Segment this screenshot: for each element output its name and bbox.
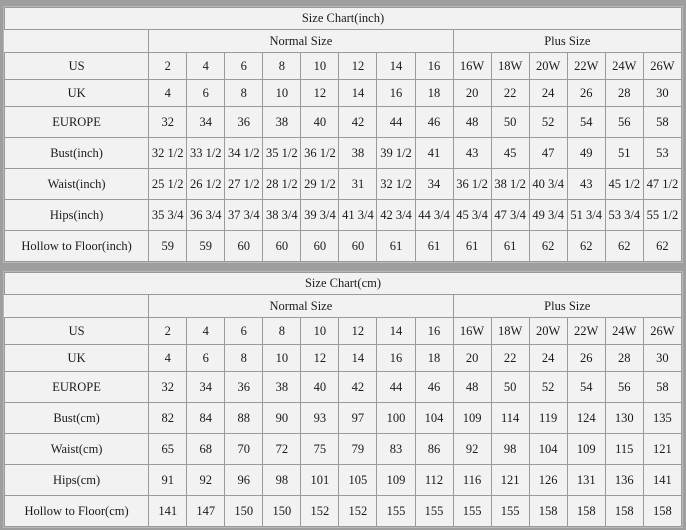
cell: 41 bbox=[415, 138, 453, 169]
cell: 124 bbox=[567, 403, 605, 434]
cell: 91 bbox=[149, 465, 187, 496]
cell: 12 bbox=[301, 345, 339, 372]
cell: 27 1/2 bbox=[225, 169, 263, 200]
table-row bbox=[5, 318, 682, 345]
cell: 26 bbox=[567, 80, 605, 107]
cell: 18 bbox=[415, 345, 453, 372]
table-row bbox=[5, 53, 682, 80]
cell: 26 bbox=[567, 345, 605, 372]
cell: 116 bbox=[453, 465, 491, 496]
cell: 155 bbox=[491, 496, 529, 527]
cell: 12 bbox=[339, 53, 377, 80]
cell: 60 bbox=[301, 231, 339, 262]
size-chart-inch bbox=[3, 6, 683, 263]
row-label: Waist(cm) bbox=[5, 434, 149, 465]
cell: 68 bbox=[187, 434, 225, 465]
size-chart-cm bbox=[3, 271, 683, 528]
cell: 25 1/2 bbox=[149, 169, 187, 200]
cell: 43 bbox=[453, 138, 491, 169]
cell: 121 bbox=[491, 465, 529, 496]
cell: 33 1/2 bbox=[187, 138, 225, 169]
cell: 39 3/4 bbox=[301, 200, 339, 231]
cell: 105 bbox=[339, 465, 377, 496]
cell: 38 bbox=[339, 138, 377, 169]
chart-title: Size Chart(inch) bbox=[5, 8, 682, 30]
cell: 36 1/2 bbox=[453, 169, 491, 200]
cell: 10 bbox=[263, 80, 301, 107]
row-label: Hips(cm) bbox=[5, 465, 149, 496]
cell: 62 bbox=[529, 231, 567, 262]
cell: 6 bbox=[225, 53, 263, 80]
cell: 32 1/2 bbox=[377, 169, 415, 200]
cell: 26 1/2 bbox=[187, 169, 225, 200]
cell: 12 bbox=[339, 318, 377, 345]
size-table-inch bbox=[4, 7, 682, 262]
table-row bbox=[5, 496, 682, 527]
row-label: Bust(inch) bbox=[5, 138, 149, 169]
cell: 47 3/4 bbox=[491, 200, 529, 231]
table-row bbox=[5, 434, 682, 465]
cell: 100 bbox=[377, 403, 415, 434]
cell: 158 bbox=[643, 496, 681, 527]
cell: 90 bbox=[263, 403, 301, 434]
cell: 75 bbox=[301, 434, 339, 465]
table-row bbox=[5, 372, 682, 403]
group-header-row bbox=[5, 30, 682, 53]
cell: 35 3/4 bbox=[149, 200, 187, 231]
cell: 98 bbox=[263, 465, 301, 496]
cell: 62 bbox=[567, 231, 605, 262]
cell: 109 bbox=[377, 465, 415, 496]
cell: 18W bbox=[491, 53, 529, 80]
cell: 4 bbox=[187, 318, 225, 345]
cell: 30 bbox=[643, 345, 681, 372]
cell: 42 bbox=[339, 372, 377, 403]
cell: 152 bbox=[301, 496, 339, 527]
row-label: Hips(inch) bbox=[5, 200, 149, 231]
cell: 22W bbox=[567, 318, 605, 345]
cell: 22 bbox=[491, 80, 529, 107]
cell: 84 bbox=[187, 403, 225, 434]
cell: 60 bbox=[225, 231, 263, 262]
cell: 101 bbox=[301, 465, 339, 496]
cell: 46 bbox=[415, 372, 453, 403]
cell: 58 bbox=[643, 107, 681, 138]
cell: 155 bbox=[415, 496, 453, 527]
cell: 147 bbox=[187, 496, 225, 527]
cell: 45 3/4 bbox=[453, 200, 491, 231]
cell: 59 bbox=[149, 231, 187, 262]
cell: 20 bbox=[453, 345, 491, 372]
group-header-plus: Plus Size bbox=[453, 295, 681, 318]
cell: 61 bbox=[491, 231, 529, 262]
cell: 45 bbox=[491, 138, 529, 169]
cell: 16 bbox=[415, 53, 453, 80]
row-label: UK bbox=[5, 80, 149, 107]
cell: 26W bbox=[643, 318, 681, 345]
cell: 136 bbox=[605, 465, 643, 496]
cell: 61 bbox=[377, 231, 415, 262]
cell: 32 bbox=[149, 107, 187, 138]
cell: 40 bbox=[301, 107, 339, 138]
cell: 12 bbox=[301, 80, 339, 107]
cell: 28 1/2 bbox=[263, 169, 301, 200]
corner-cell bbox=[5, 30, 149, 53]
cell: 45 1/2 bbox=[605, 169, 643, 200]
cell: 46 bbox=[415, 107, 453, 138]
cell: 8 bbox=[263, 53, 301, 80]
cell: 32 bbox=[149, 372, 187, 403]
cell: 112 bbox=[415, 465, 453, 496]
cell: 54 bbox=[567, 107, 605, 138]
row-label: Bust(cm) bbox=[5, 403, 149, 434]
size-table-cm bbox=[4, 272, 682, 527]
cell: 28 bbox=[605, 345, 643, 372]
cell: 60 bbox=[339, 231, 377, 262]
cell: 44 3/4 bbox=[415, 200, 453, 231]
cell: 158 bbox=[529, 496, 567, 527]
cell: 83 bbox=[377, 434, 415, 465]
table-row bbox=[5, 345, 682, 372]
cell: 119 bbox=[529, 403, 567, 434]
cell: 62 bbox=[643, 231, 681, 262]
cell: 10 bbox=[263, 345, 301, 372]
cell: 56 bbox=[605, 107, 643, 138]
row-label: UK bbox=[5, 345, 149, 372]
group-header-row bbox=[5, 295, 682, 318]
cell: 10 bbox=[301, 53, 339, 80]
cell: 88 bbox=[225, 403, 263, 434]
cell: 130 bbox=[605, 403, 643, 434]
cell: 52 bbox=[529, 372, 567, 403]
cell: 58 bbox=[643, 372, 681, 403]
cell: 8 bbox=[263, 318, 301, 345]
corner-cell bbox=[5, 295, 149, 318]
cell: 97 bbox=[339, 403, 377, 434]
cell: 96 bbox=[225, 465, 263, 496]
cell: 4 bbox=[187, 53, 225, 80]
cell: 22W bbox=[567, 53, 605, 80]
cell: 36 3/4 bbox=[187, 200, 225, 231]
cell: 24 bbox=[529, 80, 567, 107]
row-label: US bbox=[5, 53, 149, 80]
cell: 8 bbox=[225, 80, 263, 107]
cell: 54 bbox=[567, 372, 605, 403]
cell: 51 3/4 bbox=[567, 200, 605, 231]
cell: 92 bbox=[453, 434, 491, 465]
cell: 115 bbox=[605, 434, 643, 465]
cell: 40 bbox=[301, 372, 339, 403]
table-row bbox=[5, 403, 682, 434]
cell: 82 bbox=[149, 403, 187, 434]
cell: 56 bbox=[605, 372, 643, 403]
cell: 4 bbox=[149, 345, 187, 372]
chart-title: Size Chart(cm) bbox=[5, 273, 682, 295]
cell: 14 bbox=[339, 80, 377, 107]
cell: 70 bbox=[225, 434, 263, 465]
cell: 65 bbox=[149, 434, 187, 465]
row-label: Hollow to Floor(cm) bbox=[5, 496, 149, 527]
cell: 155 bbox=[453, 496, 491, 527]
cell: 16W bbox=[453, 53, 491, 80]
row-label: US bbox=[5, 318, 149, 345]
cell: 40 3/4 bbox=[529, 169, 567, 200]
cell: 34 1/2 bbox=[225, 138, 263, 169]
cell: 150 bbox=[263, 496, 301, 527]
cell: 34 bbox=[187, 107, 225, 138]
row-label: Waist(inch) bbox=[5, 169, 149, 200]
table-row bbox=[5, 200, 682, 231]
group-header-normal: Normal Size bbox=[149, 30, 453, 53]
cell: 152 bbox=[339, 496, 377, 527]
cell: 41 3/4 bbox=[339, 200, 377, 231]
table-row bbox=[5, 231, 682, 262]
cell: 52 bbox=[529, 107, 567, 138]
cell: 158 bbox=[567, 496, 605, 527]
cell: 28 bbox=[605, 80, 643, 107]
cell: 55 1/2 bbox=[643, 200, 681, 231]
cell: 39 1/2 bbox=[377, 138, 415, 169]
cell: 42 bbox=[339, 107, 377, 138]
cell: 14 bbox=[377, 318, 415, 345]
cell: 34 bbox=[187, 372, 225, 403]
cell: 16 bbox=[415, 318, 453, 345]
cell: 6 bbox=[187, 80, 225, 107]
row-label: EUROPE bbox=[5, 107, 149, 138]
cell: 62 bbox=[605, 231, 643, 262]
cell: 98 bbox=[491, 434, 529, 465]
cell: 18 bbox=[415, 80, 453, 107]
cell: 53 bbox=[643, 138, 681, 169]
cell: 72 bbox=[263, 434, 301, 465]
cell: 150 bbox=[225, 496, 263, 527]
cell: 53 3/4 bbox=[605, 200, 643, 231]
cell: 22 bbox=[491, 345, 529, 372]
cell: 104 bbox=[415, 403, 453, 434]
cell: 42 3/4 bbox=[377, 200, 415, 231]
cell: 44 bbox=[377, 372, 415, 403]
table-row bbox=[5, 107, 682, 138]
cell: 59 bbox=[187, 231, 225, 262]
cell: 104 bbox=[529, 434, 567, 465]
cell: 2 bbox=[149, 53, 187, 80]
cell: 18W bbox=[491, 318, 529, 345]
cell: 49 3/4 bbox=[529, 200, 567, 231]
cell: 135 bbox=[643, 403, 681, 434]
table-row bbox=[5, 138, 682, 169]
cell: 36 bbox=[225, 107, 263, 138]
cell: 14 bbox=[377, 53, 415, 80]
cell: 50 bbox=[491, 372, 529, 403]
cell: 126 bbox=[529, 465, 567, 496]
table-title-row bbox=[5, 8, 682, 30]
cell: 16W bbox=[453, 318, 491, 345]
group-header-normal: Normal Size bbox=[149, 295, 453, 318]
cell: 29 1/2 bbox=[301, 169, 339, 200]
table-title-row bbox=[5, 273, 682, 295]
cell: 131 bbox=[567, 465, 605, 496]
cell: 31 bbox=[339, 169, 377, 200]
cell: 50 bbox=[491, 107, 529, 138]
cell: 38 3/4 bbox=[263, 200, 301, 231]
cell: 61 bbox=[453, 231, 491, 262]
cell: 20 bbox=[453, 80, 491, 107]
group-header-plus: Plus Size bbox=[453, 30, 681, 53]
cell: 30 bbox=[643, 80, 681, 107]
row-label: Hollow to Floor(inch) bbox=[5, 231, 149, 262]
cell: 2 bbox=[149, 318, 187, 345]
cell: 24W bbox=[605, 53, 643, 80]
cell: 44 bbox=[377, 107, 415, 138]
cell: 79 bbox=[339, 434, 377, 465]
cell: 34 bbox=[415, 169, 453, 200]
cell: 60 bbox=[263, 231, 301, 262]
cell: 51 bbox=[605, 138, 643, 169]
cell: 37 3/4 bbox=[225, 200, 263, 231]
cell: 43 bbox=[567, 169, 605, 200]
cell: 86 bbox=[415, 434, 453, 465]
cell: 93 bbox=[301, 403, 339, 434]
cell: 24 bbox=[529, 345, 567, 372]
cell: 109 bbox=[453, 403, 491, 434]
cell: 6 bbox=[187, 345, 225, 372]
cell: 16 bbox=[377, 345, 415, 372]
row-label: EUROPE bbox=[5, 372, 149, 403]
cell: 32 1/2 bbox=[149, 138, 187, 169]
table-row bbox=[5, 465, 682, 496]
cell: 36 bbox=[225, 372, 263, 403]
cell: 38 bbox=[263, 107, 301, 138]
cell: 14 bbox=[339, 345, 377, 372]
cell: 109 bbox=[567, 434, 605, 465]
cell: 61 bbox=[415, 231, 453, 262]
cell: 48 bbox=[453, 107, 491, 138]
cell: 6 bbox=[225, 318, 263, 345]
cell: 49 bbox=[567, 138, 605, 169]
cell: 10 bbox=[301, 318, 339, 345]
cell: 38 bbox=[263, 372, 301, 403]
cell: 155 bbox=[377, 496, 415, 527]
cell: 47 1/2 bbox=[643, 169, 681, 200]
cell: 8 bbox=[225, 345, 263, 372]
cell: 48 bbox=[453, 372, 491, 403]
cell: 16 bbox=[377, 80, 415, 107]
cell: 26W bbox=[643, 53, 681, 80]
cell: 92 bbox=[187, 465, 225, 496]
table-row bbox=[5, 80, 682, 107]
cell: 36 1/2 bbox=[301, 138, 339, 169]
cell: 47 bbox=[529, 138, 567, 169]
cell: 20W bbox=[529, 53, 567, 80]
cell: 141 bbox=[643, 465, 681, 496]
table-row bbox=[5, 169, 682, 200]
cell: 4 bbox=[149, 80, 187, 107]
cell: 141 bbox=[149, 496, 187, 527]
cell: 158 bbox=[605, 496, 643, 527]
cell: 38 1/2 bbox=[491, 169, 529, 200]
cell: 24W bbox=[605, 318, 643, 345]
cell: 114 bbox=[491, 403, 529, 434]
cell: 35 1/2 bbox=[263, 138, 301, 169]
cell: 20W bbox=[529, 318, 567, 345]
cell: 121 bbox=[643, 434, 681, 465]
